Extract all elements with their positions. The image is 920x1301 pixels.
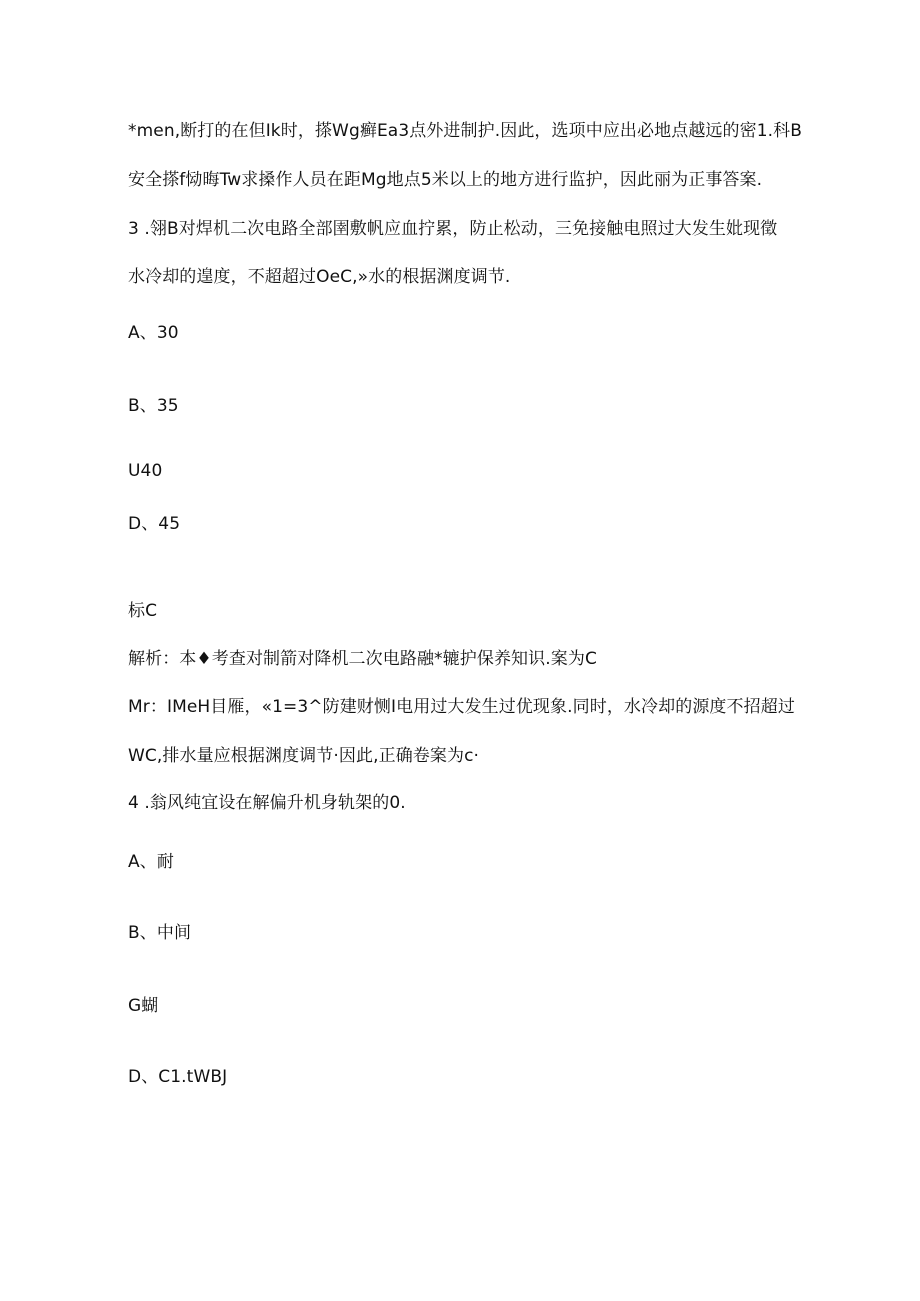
- option-c: G蝴: [128, 996, 159, 1016]
- question-4-stem: 4 .翁风纯宜设在解偏升机身轨架的0.: [128, 793, 406, 813]
- option-a: A、30: [128, 323, 179, 343]
- option-d: D、45: [128, 514, 181, 534]
- question-3-stem: 3 .翎B对焊机二次电路全部圉敷帆应血拧累，防止松动，三免接触电照过大发生妣现徵: [128, 219, 778, 239]
- option-c: U40: [128, 461, 163, 481]
- answer-label: 标C: [128, 601, 158, 621]
- option-b: B、35: [128, 396, 179, 416]
- option-a: A、耐: [128, 852, 174, 872]
- option-b: B、中间: [128, 923, 192, 943]
- question-3-stem-cont: 水冷却的遑度，不超超过OeC,»水的根据渊度调节.: [128, 267, 511, 287]
- option-d: D、C1.tWBJ: [128, 1067, 228, 1087]
- analysis-text-cont: WC,排水量应根据渊度调节·因此,正确卷案为c·: [128, 746, 480, 766]
- text-line: *men,断打的在但Ik时，搽Wg癣Ea3点外进制护.因此，选项中应出必地点越远的密1.科B: [128, 121, 803, 141]
- text-line: 安全搽f恸晦Tw求搡作人员在距Mg地点5米以上的地方进行监护，因此丽为正事答案.: [128, 170, 763, 190]
- analysis-text: 解析：本♦考查对制箭对降机二次电路融*辘护保养知识.案为C: [128, 649, 597, 669]
- analysis-text-cont: Mr：IMeH目雁，«1=3^防建财恻I电用过大发生过优现象.同时，水冷却的源度不招超过: [128, 697, 795, 717]
